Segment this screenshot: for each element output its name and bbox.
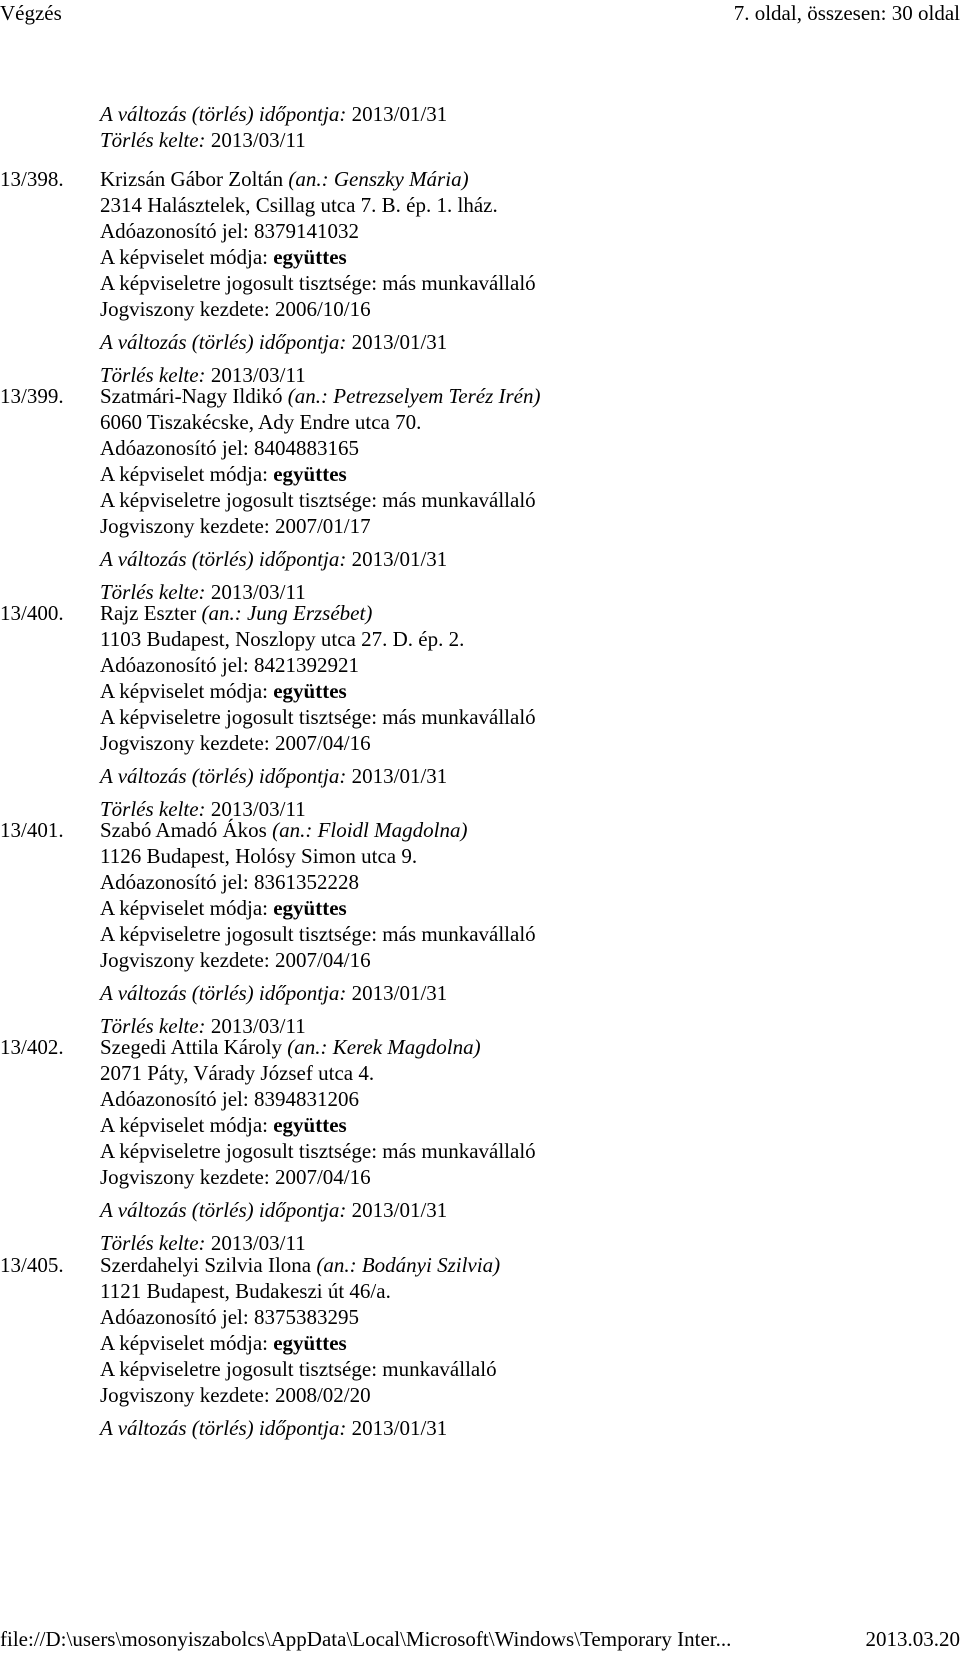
spacer (100, 1441, 500, 1448)
page-header (0, 0, 960, 26)
address-lines (100, 192, 536, 218)
person-name: Szerdahelyi Szilvia Ilona (100, 1253, 312, 1277)
representative-position: A képviseletre jogosult tisztsége: munkavállaló (100, 1357, 497, 1381)
spacer (100, 355, 536, 362)
name-line (100, 600, 536, 626)
delete-label: Törlés kelte: (100, 1231, 206, 1255)
mother-name: (an.: Jung Erzsébet) (201, 601, 373, 625)
person-name: Szabó Amadó Ákos (100, 818, 267, 842)
delete-date: 2013/03/11 (210, 128, 306, 152)
change-date: 2013/01/31 (351, 981, 448, 1005)
entry-body (100, 1034, 536, 1256)
continuation-block (100, 101, 447, 153)
spacer (100, 1408, 500, 1415)
representation-mode-line (100, 1112, 536, 1138)
delete-date: 2013/03/11 (210, 580, 306, 604)
tax-id: Adóazonosító jel: 8421392921 (100, 653, 359, 677)
document-title: Végzés (0, 1, 62, 25)
spacer (100, 1223, 536, 1230)
name-line (100, 383, 541, 409)
representative-position: A képviseletre jogosult tisztsége: más munkavállaló (100, 1139, 536, 1163)
change-label: A változás (törlés) időpontja: (100, 764, 347, 788)
spacer (100, 322, 536, 329)
address-line: 2071 Páty, Várady József utca 4. (100, 1061, 375, 1085)
person-name: Szegedi Attila Károly (100, 1035, 282, 1059)
entry-number: 13/398. (0, 167, 64, 191)
representation-mode-line (100, 678, 536, 704)
spacer (100, 756, 536, 763)
representative-position: A képviseletre jogosult tisztsége: más munkavállaló (100, 705, 536, 729)
change-label: A változás (törlés) időpontja: (100, 547, 347, 571)
delete-date-line (100, 127, 447, 153)
change-date-line (100, 980, 536, 1006)
representative-position: A képviseletre jogosult tisztsége: más munkavállaló (100, 922, 536, 946)
change-label: A változás (törlés) időpontja: (100, 102, 347, 126)
representation-mode: együttes (273, 1113, 347, 1137)
change-date-line (100, 763, 536, 789)
spacer (100, 789, 536, 796)
change-date: 2013/01/31 (351, 102, 448, 126)
entry-number: 13/401. (0, 818, 64, 842)
name-line (100, 817, 536, 843)
change-date-line (100, 546, 541, 572)
spacer (100, 1190, 536, 1197)
address-line: 1103 Budapest, Noszlopy utca 27. D. ép. 2. (100, 627, 465, 651)
representation-mode: együttes (273, 679, 347, 703)
change-label: A változás (törlés) időpontja: (100, 1416, 347, 1440)
entry-body (100, 383, 541, 605)
mother-name: (an.: Genszky Mária) (288, 167, 469, 191)
delete-label: Törlés kelte: (100, 128, 206, 152)
file-path: file://D:\users\mosonyiszabolcs\AppData\Local\Microsoft\Windows\Temporary Inter... (0, 1627, 732, 1651)
person-name: Krizsán Gábor Zoltán (100, 167, 284, 191)
change-date-line (100, 329, 536, 355)
representation-mode-label: A képviselet módja: (100, 679, 268, 703)
tax-id: Adóazonosító jel: 8379141032 (100, 219, 359, 243)
print-date: 2013.03.20 (865, 1627, 960, 1651)
mother-name: (an.: Floidl Magdolna) (272, 818, 468, 842)
change-date-line (100, 1415, 500, 1441)
representation-mode-label: A képviselet módja: (100, 1331, 268, 1355)
person-name: Szatmári-Nagy Ildikó (100, 384, 283, 408)
person-name: Rajz Eszter (100, 601, 197, 625)
address-line: 6060 Tiszakécske, Ady Endre utca 70. (100, 410, 422, 434)
delete-label: Törlés kelte: (100, 1014, 206, 1038)
tax-id: Adóazonosító jel: 8394831206 (100, 1087, 359, 1111)
representation-mode-label: A képviselet módja: (100, 896, 268, 920)
change-label: A változás (törlés) időpontja: (100, 981, 347, 1005)
delete-date: 2013/03/11 (210, 363, 306, 387)
tax-id: Adóazonosító jel: 8404883165 (100, 436, 359, 460)
entry-body (100, 166, 536, 388)
representation-mode-label: A képviselet módja: (100, 245, 268, 269)
spacer (100, 572, 541, 579)
representation-mode-line (100, 244, 536, 270)
address-lines (100, 1278, 500, 1304)
change-date-line (100, 101, 447, 127)
spacer (100, 973, 536, 980)
representation-mode-line (100, 1330, 500, 1356)
employment-start: Jogviszony kezdete: 2007/04/16 (100, 731, 371, 755)
change-label: A változás (törlés) időpontja: (100, 1198, 347, 1222)
delete-date: 2013/03/11 (210, 1014, 306, 1038)
address-lines (100, 1060, 536, 1086)
change-date: 2013/01/31 (351, 1198, 448, 1222)
change-date-line (100, 1197, 536, 1223)
delete-date: 2013/03/11 (210, 797, 306, 821)
employment-start: Jogviszony kezdete: 2007/01/17 (100, 514, 371, 538)
name-line (100, 1034, 536, 1060)
spacer (100, 539, 541, 546)
mother-name: (an.: Petrezselyem Teréz Irén) (287, 384, 541, 408)
employment-start: Jogviszony kezdete: 2008/02/20 (100, 1383, 371, 1407)
entry-number: 13/399. (0, 384, 64, 408)
change-label: A változás (törlés) időpontja: (100, 330, 347, 354)
delete-label: Törlés kelte: (100, 797, 206, 821)
entry-body (100, 817, 536, 1039)
name-line (100, 166, 536, 192)
address-line: 1126 Budapest, Holósy Simon utca 9. (100, 844, 418, 868)
page-counter: 7. oldal, összesen: 30 oldal (733, 1, 960, 25)
employment-start: Jogviszony kezdete: 2007/04/16 (100, 948, 371, 972)
representation-mode-line (100, 461, 541, 487)
representation-mode-label: A képviselet módja: (100, 462, 268, 486)
address-line: 1121 Budapest, Budakeszi út 46/a. (100, 1279, 391, 1303)
entry-number: 13/405. (0, 1253, 64, 1277)
delete-label: Törlés kelte: (100, 363, 206, 387)
representative-position: A képviseletre jogosult tisztsége: más munkavállaló (100, 488, 536, 512)
mother-name: (an.: Bodányi Szilvia) (316, 1253, 501, 1277)
address-lines (100, 626, 536, 652)
address-lines (100, 843, 536, 869)
change-date: 2013/01/31 (351, 1416, 448, 1440)
spacer (100, 1006, 536, 1013)
tax-id: Adóazonosító jel: 8375383295 (100, 1305, 359, 1329)
representation-mode-line (100, 895, 536, 921)
representation-mode: együttes (273, 245, 347, 269)
representative-position: A képviseletre jogosult tisztsége: más munkavállaló (100, 271, 536, 295)
change-date: 2013/01/31 (351, 764, 448, 788)
entry-body (100, 1252, 500, 1448)
entry-number: 13/402. (0, 1035, 64, 1059)
representation-mode: együttes (273, 462, 347, 486)
entry-body (100, 600, 536, 822)
delete-label: Törlés kelte: (100, 580, 206, 604)
employment-start: Jogviszony kezdete: 2007/04/16 (100, 1165, 371, 1189)
name-line (100, 1252, 500, 1278)
address-line: 2314 Halásztelek, Csillag utca 7. B. ép. 1. lház. (100, 193, 498, 217)
representation-mode-label: A képviselet módja: (100, 1113, 268, 1137)
address-lines (100, 409, 541, 435)
change-date: 2013/01/31 (351, 330, 448, 354)
representation-mode: együttes (273, 1331, 347, 1355)
employment-start: Jogviszony kezdete: 2006/10/16 (100, 297, 371, 321)
change-date: 2013/01/31 (351, 547, 448, 571)
page-footer (0, 1626, 960, 1652)
entry-number: 13/400. (0, 601, 64, 625)
delete-date: 2013/03/11 (210, 1231, 306, 1255)
representation-mode: együttes (273, 896, 347, 920)
tax-id: Adóazonosító jel: 8361352228 (100, 870, 359, 894)
mother-name: (an.: Kerek Magdolna) (287, 1035, 481, 1059)
